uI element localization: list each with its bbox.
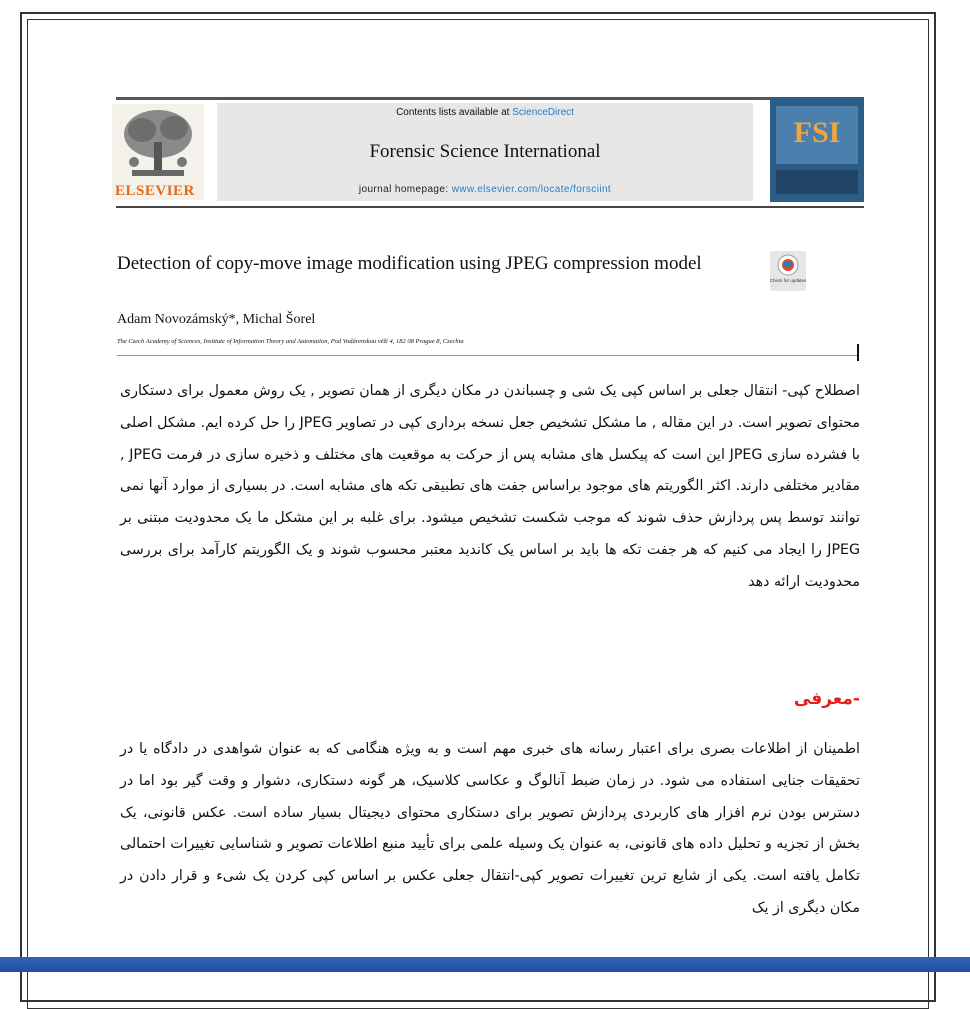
header-top-rule (116, 97, 864, 100)
bottom-taskbar-strip (0, 957, 970, 972)
journal-cover-image (770, 98, 864, 202)
meta-divider (117, 355, 857, 356)
contents-line (217, 107, 753, 118)
introduction-paragraph: اطمینان از اطلاعات بصری برای اعتبار رسانه های خبری مهم است و به ویژه هنگامی که به عنوان شواهدی در دادگاه یا در تحقیقات جنایی استفاده می شود. در زمان ضبط آنالوگ و عکاسی کلاسیک، هر گونه دستکاری، دشوار و وقت گیر بود اما در دسترس بودن نرم افزار های کاربردی پردازش تصویر برای دستکاری محتوای دیجیتال بسیار ساده است. عکس قانونی، یک بخش از تجزیه و تحلیل داده های قانونی، به عنوان یک وسیله علمی برای تأیید منبع اطلاعات تصویر و شناسایی تغییرات احتمالی تکامل یافته است. یکی از شایع ترین تغییرات تصویر کپی-انتقال جعلی عکس بر اساس کپی کردن یک شیء و قرار دادن در مکان دیگری از یک (120, 741, 860, 916)
header-bottom-rule (116, 206, 864, 208)
sciencedirect-link[interactable]: ScienceDirect (512, 107, 574, 118)
homepage-prefix: journal homepage: (358, 184, 452, 195)
section-heading-introduction: -معرفی (793, 689, 860, 709)
check-for-updates-icon[interactable] (770, 251, 806, 291)
homepage-link[interactable]: www.elsevier.com/locate/forsciint (451, 184, 612, 195)
cursor-tick (857, 344, 859, 361)
publisher-name: ELSEVIER (115, 183, 195, 199)
badge-text: Check for updates (770, 278, 806, 283)
cover-lettering: FSI (793, 116, 841, 149)
authors: Adam Novozámský*, Michal Šorel (117, 312, 316, 327)
article-title: Detection of copy-move image modification using JPEG compression model (117, 253, 702, 274)
journal-homepage-line (217, 184, 753, 195)
abstract-paragraph: اصطلاح کپی- انتقال جعلی بر اساس کپی یک شی و چسباندن در مکان دیگری از همان تصویر , یک روش معمول برای دستکاری محتوای تصویر است. در این مقاله , ما مشکل تشخیص جعل نسخه برداری کپی در تصاویر JPEG را حل کرده ایم. مشکل اصلی با فشرده سازی JPEG این است که پیکسل های مشابه پس از حرکت به موقعیت های مختلف و ذخیره سازی در فرمت JPEG , مقادیر مختلفی دارند. اکثر الگوریتم های موجود براساس جفت های تطبیقی تکه های مشابه است. در بسیاری از موارد آنها نمی توانند توسط پس پردازش حذف شوند که موجب شکست تشخیص میشود. برای غلبه بر این مشکل ما یک محدودیت مبتنی بر JPEG را ایجاد می کنیم که هر جفت تکه ها باید بر اساس یک کاندید معتبر محسوب شوند و یک الگوریتم کارآمد برای بررسی محدودیت ارائه دهد (120, 383, 861, 590)
contents-prefix: Contents lists available at (396, 107, 513, 118)
affiliation: The Czech Academy of Sciences, Institute of Information Theory and Automation, Pod Vodárenskou věží 4, 182 08 Prague 8, Czechia (117, 338, 464, 345)
journal-title: Forensic Science International (369, 141, 601, 162)
